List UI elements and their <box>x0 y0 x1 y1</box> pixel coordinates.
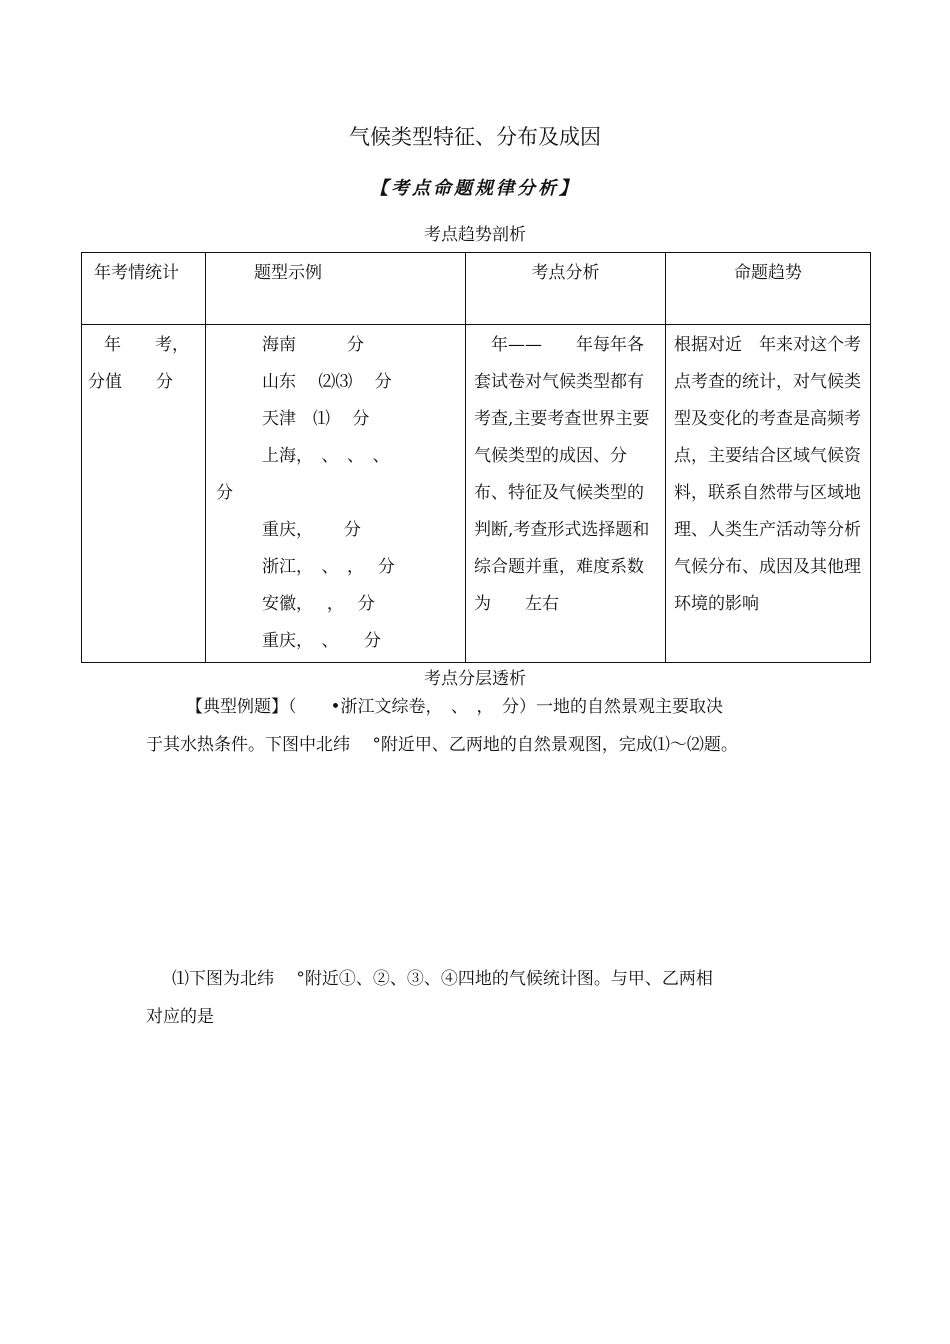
trend-caption: 考点趋势剖析 <box>424 225 526 245</box>
layer-caption: 考点分层透析 <box>424 669 526 689</box>
header-cell-analysis: 考点分析 <box>466 253 666 325</box>
list-item: 安徽， ， 分 <box>262 594 375 614</box>
trend-cell: 根据对近 年来对这个考点考查的统计，对气候类型及变化的考查是高频考点，主要结合区域气候资料，联系自然带与区域地理、人类生产活动等分析气候分布、成因及其他理环境的影响 <box>666 325 871 663</box>
question-line-1: ⑴下图为北纬 °附近①、②、③、④四地的气候统计图。与甲、乙两相 <box>172 969 713 989</box>
list-item: 山东 ⑵⑶ 分 <box>262 372 392 392</box>
list-item: 浙江， 、 ， 分 <box>262 557 395 577</box>
header-cell-examples: 题型示例 <box>206 253 466 325</box>
list-item: 海南 分 <box>262 335 364 355</box>
list-item: 分 <box>216 483 233 503</box>
example-line-2: 于其水热条件。下图中北纬 °附近甲、乙两地的自然景观图，完成⑴～⑵题。 <box>146 735 738 755</box>
document-title: 气候类型特征、分布及成因 <box>349 125 601 149</box>
table-row <box>82 325 871 663</box>
question-line-2: 对应的是 <box>146 1007 214 1027</box>
header-cell-stats: 年考情统计 <box>82 253 206 325</box>
list-item: 重庆， 、 分 <box>262 631 381 651</box>
list-item: 上海， 、 、 、 <box>262 446 390 466</box>
header-cell-trend: 命题趋势 <box>666 253 871 325</box>
stats-cell: 年 考， 分值 分 <box>82 325 206 663</box>
trend-table <box>81 252 871 663</box>
examples-cell <box>206 325 466 663</box>
list-item: 重庆， 分 <box>262 520 361 540</box>
example-line-1: 【典型例题】（ •浙江文综卷， 、 ， 分）一地的自然景观主要取决 <box>186 697 724 717</box>
table-header-row <box>82 253 871 325</box>
analysis-cell: 年—— 年每年各套试卷对气候类型都有考查,主要考查世界主要气候类型的成因、分布、特征及气候类型的判断,考查形式选择题和综合题并重，难度系数为 左右 <box>466 325 666 663</box>
list-item: 天津 ⑴ 分 <box>262 409 370 429</box>
section-heading: 【考点命题规律分析】 <box>370 178 580 199</box>
